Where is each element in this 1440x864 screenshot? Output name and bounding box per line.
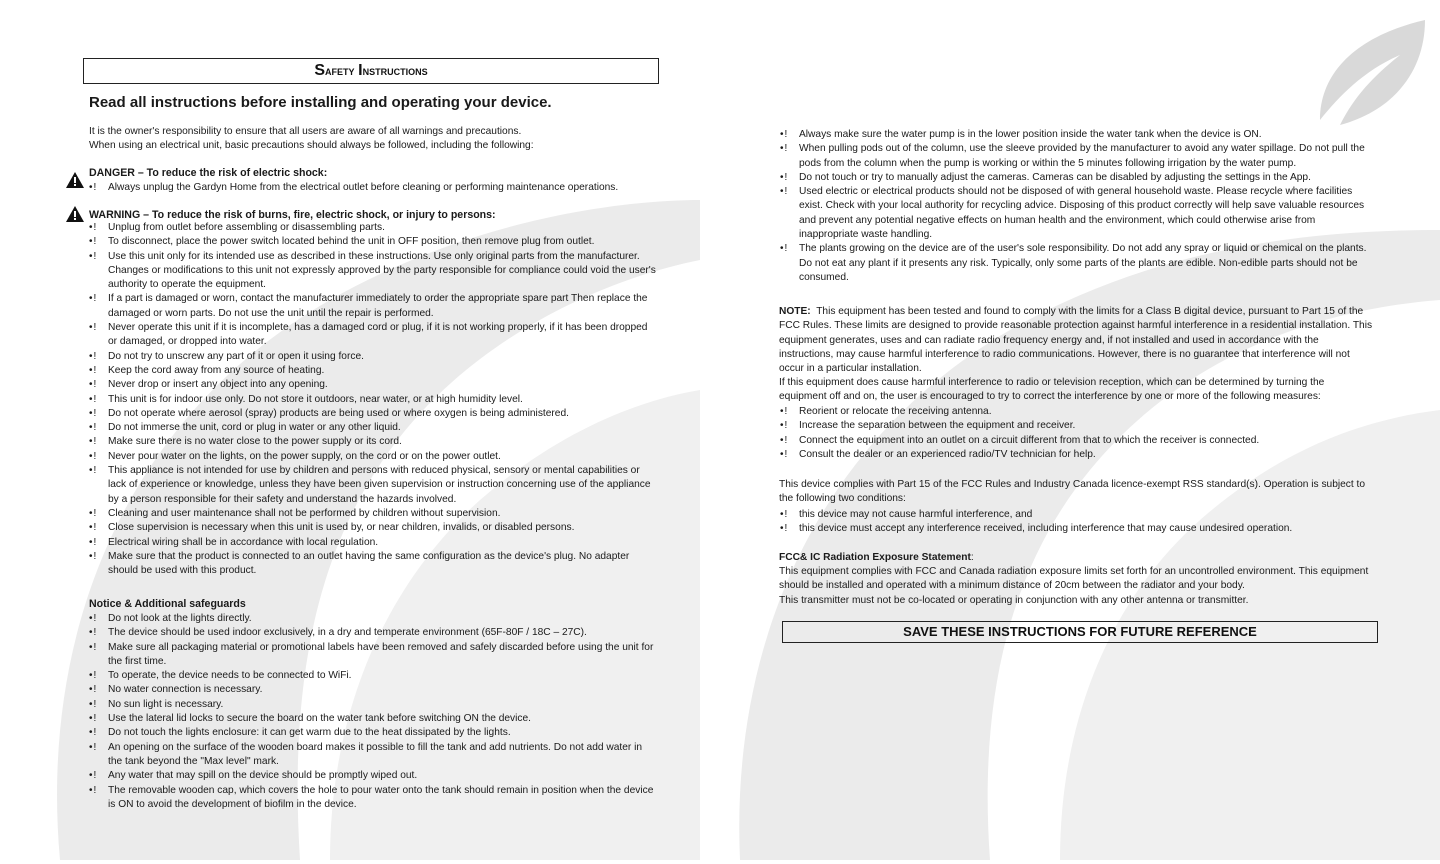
read-all-heading: Read all instructions before installing and operating your device.: [89, 94, 552, 111]
bullet-glyph: •!: [780, 523, 789, 535]
bullet-glyph: •!: [89, 641, 98, 653]
bullet-glyph: •!: [780, 448, 789, 460]
bullet-glyph: •!: [89, 613, 98, 624]
list-item-text: Do not touch the lights enclosure: it can get warm due to the heat dissipated by the lights.: [108, 727, 511, 739]
bullet-glyph: •!: [89, 784, 98, 796]
list-item: [89, 769, 659, 783]
bullet-glyph: •!: [89, 236, 98, 248]
list-item-text: Used electric or electrical products should not be disposed of with general household waste. Please recycle where facilities exist. Check with your local authority for recycling advice. Disposing of this product correctly will help save valuable resources and prevent any potential negative effects on human health and the environment, which could otherwise arise from inappropriate waste handling.: [799, 186, 1365, 241]
list-item: [89, 464, 659, 507]
bullet-glyph: •!: [89, 350, 98, 362]
warning-title: WARNING – To reduce the risk of burns, fire, electric shock, or injury to persons:: [89, 209, 496, 221]
bullet-glyph: •!: [89, 627, 98, 639]
title-letter-s: S: [314, 62, 326, 79]
radiation-title-colon: :: [970, 552, 974, 563]
bullet-glyph: •!: [89, 364, 98, 376]
list-item: [780, 171, 1370, 185]
bullet-glyph: •!: [89, 222, 98, 233]
list-item: [89, 698, 659, 712]
right-page: [720, 0, 1440, 864]
list-item-text: Use the lateral lid locks to secure the board on the water tank before switching ON the device.: [108, 713, 532, 725]
list-item: [89, 235, 659, 249]
list-item: [780, 242, 1370, 285]
list-item: [89, 641, 659, 670]
list-item-text: Never pour water on the lights, on the power supply, on the cord or on the power outlet.: [108, 450, 501, 462]
bullet-glyph: •!: [89, 379, 98, 391]
bullet-glyph: •!: [780, 420, 789, 432]
list-item: [780, 508, 1370, 522]
bullet-glyph: •!: [89, 713, 98, 725]
note-label: NOTE:: [779, 306, 811, 317]
list-item: [89, 393, 659, 407]
save-instructions-box: SAVE THESE INSTRUCTIONS FOR FUTURE REFERENCE: [782, 621, 1378, 643]
list-item: [89, 741, 659, 770]
measures-list: [780, 405, 1370, 462]
note-text: This equipment has been tested and found to comply with the limits for a Class B digital device, pursuant to Part 15 of the FCC Rules. These limits are designed to provide reasonable protection against harmful interference in a residential installation. This equipment generates, uses and can radiate radio frequency energy and, if not installed and used in accordance with the instructions, may cause harmful interference to radio communications. However, there is no guarantee that interference will not occur in a particular installation.: [779, 306, 1373, 375]
list-item: [89, 507, 659, 521]
bullet-glyph: •!: [89, 741, 98, 753]
left-page: [0, 0, 700, 864]
list-item: [89, 669, 659, 683]
radiation-title-text: FCC& IC Radiation Exposure Statement: [779, 552, 971, 563]
list-item-text: This unit is for indoor use only. Do not store it outdoors, near water, or at high humidity level.: [108, 393, 523, 405]
danger-title: DANGER – To reduce the risk of electric shock:: [89, 167, 328, 179]
list-item: [89, 536, 659, 550]
list-item: [89, 550, 659, 579]
list-item: [780, 434, 1370, 448]
bullet-glyph: •!: [89, 727, 98, 739]
list-item: [89, 407, 659, 421]
intro-line-2: When using an electrical unit, basic precautions should always be followed, including the following:: [89, 140, 534, 151]
list-item: [89, 726, 659, 740]
bullet-glyph: •!: [780, 186, 789, 198]
bullet-glyph: •!: [780, 509, 789, 520]
conditions-list: [780, 508, 1370, 537]
list-item-text: this device may not cause harmful interference, and: [799, 509, 1033, 520]
ic-paragraph: This device complies with Part 15 of the FCC Rules and Industry Canada licence-exempt RSS standard(s). Operation is subject to the following two conditions:: [779, 479, 1366, 505]
list-item: [780, 405, 1370, 419]
notice-title: Notice & Additional safeguards: [89, 598, 246, 610]
list-item-text: Increase the separation between the equipment and receiver.: [799, 420, 1076, 432]
bullet-glyph: •!: [89, 465, 98, 477]
list-item: [780, 448, 1370, 462]
list-item-text: The removable wooden cap, which covers the hole to pour water onto the tank should remain in position when the device is ON to avoid the development of biofilm in the device.: [108, 784, 654, 810]
danger-list: [89, 181, 659, 195]
list-item-text: Make sure all packaging material or promotional labels have been removed and safely discarded before using the unit for the first time.: [108, 641, 654, 667]
bullet-glyph: •!: [780, 243, 789, 255]
list-item-text: Make sure that the product is connected to an outlet having the same configuration as the device's plug. No adapter should be used with this product.: [108, 550, 630, 577]
list-item: [89, 421, 659, 435]
list-item: [89, 712, 659, 726]
radiation-text-1: This equipment complies with FCC and Canada radiation exposure limits set forth for an uncontrolled environment. This equipment should be installed and operated with a minimum distance of 20cm between the radiator and your body.: [779, 566, 1369, 592]
notice-list: [89, 612, 659, 812]
list-item-text: Never drop or insert any object into any opening.: [108, 379, 328, 391]
list-item: [89, 292, 659, 321]
bullet-glyph: •!: [89, 698, 98, 710]
bullet-glyph: •!: [89, 250, 98, 262]
bullet-glyph: •!: [780, 129, 789, 140]
fcc-note-paragraph: [779, 305, 1373, 376]
bullet-glyph: •!: [89, 436, 98, 448]
list-item-text: If a part is damaged or worn, contact the manufacturer immediately to order the appropriate spare part Then replace the damaged or worn parts. Do not use the unit until the repair is performed.: [108, 293, 648, 319]
list-item: [780, 522, 1370, 536]
list-item-text: Connect the equipment into an outlet on a circuit different from that to which the receiver is connected.: [799, 434, 1260, 446]
list-item-text: Do not look at the lights directly.: [108, 613, 252, 624]
list-item-text: When pulling pods out of the column, use the sleeve provided by the manufacturer to avoid any water spillage. Do not pull the pods from the column when the pump is working or within the 5 minutes following irrigation by the water pump.: [799, 143, 1365, 169]
bullet-glyph: •!: [89, 770, 98, 782]
list-item-text: Close supervision is necessary when this unit is used by, or near children, invalids, or disabled persons.: [108, 522, 575, 534]
list-item: [89, 626, 659, 640]
list-item-text: Never operate this unit if it is incomplete, has a damaged cord or plug, if it is not working properly, if it has been dropped or damaged, or dropped into water.: [108, 322, 648, 348]
list-item: [780, 419, 1370, 433]
list-item-text: Do not try to unscrew any part of it or open it using force.: [108, 350, 364, 362]
list-item-text: To operate, the device needs to be connected to WiFi.: [108, 670, 352, 682]
list-item: [89, 350, 659, 364]
bullet-glyph: •!: [89, 450, 98, 462]
list-item-text: No sun light is necessary.: [108, 698, 224, 710]
list-item: [89, 521, 659, 535]
radiation-title: [779, 551, 1373, 565]
bullet-glyph: •!: [89, 322, 98, 334]
bullet-glyph: •!: [89, 550, 98, 562]
bullet-glyph: •!: [89, 507, 98, 519]
list-item-text: Cleaning and user maintenance shall not be performed by children without supervision.: [108, 507, 501, 519]
title-letter-i: I: [358, 62, 363, 79]
list-item-text: Always unplug the Gardyn Home from the electrical outlet before cleaning or performing maintenance operations.: [108, 182, 619, 193]
list-item-text: Do not touch or try to manually adjust the cameras. Cameras can be disabled by adjusting the settings in the App.: [799, 171, 1311, 183]
title-part-1: afety: [325, 63, 359, 78]
list-item: [89, 378, 659, 392]
list-item: [89, 612, 659, 626]
bullet-glyph: •!: [780, 143, 789, 155]
list-item-text: Reorient or relocate the receiving antenna.: [799, 406, 992, 417]
warning-triangle-icon: [66, 206, 84, 222]
list-item: [89, 683, 659, 697]
radiation-text-2: This transmitter must not be co-located or operating in conjunction with any other antenna or transmitter.: [779, 595, 1249, 606]
warning-list: [89, 221, 659, 578]
list-item-text: This appliance is not intended for use by children and persons with reduced physical, sensory or mental capabilities or lack of experience or knowledge, unless they have been given supervision or instruction concerning use of the appliance by a person responsible for their safety and understand the hazards involved.: [108, 465, 651, 505]
interference-paragraph: If this equipment does cause harmful interference to radio or television reception, which can be determined by turning the equipment off and on, the user is encouraged to try to correct the interference by one or more of the following measures:: [779, 377, 1325, 403]
bullet-glyph: •!: [89, 407, 98, 419]
list-item-text: Do not operate where aerosol (spray) products are being used or where oxygen is being administered.: [108, 407, 569, 419]
list-item-text: No water connection is necessary.: [108, 684, 263, 696]
title-part-2: nstructions: [362, 63, 428, 78]
bullet-glyph: •!: [89, 422, 98, 434]
list-item-text: this device must accept any interference received, including interference that may cause undesired operation.: [799, 523, 1293, 535]
bullet-glyph: •!: [780, 171, 789, 183]
list-item-text: The plants growing on the device are of the user's sole responsibility. Do not add any spray or liquid or chemical on the plants. Do not eat any plant if it presents any risk. Typically, only some parts of the plants are edible. Non-edible parts should not be consumed.: [799, 243, 1367, 283]
list-item-text: Consult the dealer or an experienced radio/TV technician for help.: [799, 448, 1096, 460]
bullet-glyph: •!: [89, 670, 98, 682]
list-item: [89, 435, 659, 449]
list-item-text: To disconnect, place the power switch located behind the unit in OFF position, then remove plug from outlet.: [108, 236, 595, 248]
list-item-text: Always make sure the water pump is in the lower position inside the water tank when the device is ON.: [799, 129, 1262, 140]
bullet-glyph: •!: [780, 406, 789, 417]
bullet-glyph: •!: [780, 434, 789, 446]
list-item-text: Keep the cord away from any source of heating.: [108, 364, 325, 376]
intro-line-1: It is the owner's responsibility to ensure that all users are aware of all warnings and precautions.: [89, 126, 522, 137]
list-item: [780, 142, 1370, 171]
bullet-glyph: •!: [89, 182, 98, 193]
list-item: [780, 185, 1370, 242]
list-item-text: Do not immerse the unit, cord or plug in water or any other liquid.: [108, 422, 401, 434]
bullet-glyph: •!: [89, 536, 98, 548]
bullet-glyph: •!: [89, 393, 98, 405]
list-item: [89, 250, 659, 293]
list-item-text: Use this unit only for its intended use as described in these instructions. Use only original parts from the manufacturer. Changes or modifications to this unit not expressly approved by the party responsible for compliance could void the user's authority to operate the equipment.: [108, 250, 656, 291]
right-safety-list: [780, 128, 1370, 285]
list-item-text: Make sure there is no water close to the power supply or its cord.: [108, 436, 402, 448]
list-item: [89, 321, 659, 350]
bullet-glyph: •!: [89, 522, 98, 534]
list-item-text: The device should be used indoor exclusively, in a dry and temperate environment (65F-80F / 18C – 27C).: [108, 627, 587, 639]
list-item: [89, 784, 659, 813]
warning-triangle-icon: [66, 172, 84, 188]
list-item: [780, 128, 1370, 142]
list-item-text: Any water that may spill on the device should be promptly wiped out.: [108, 770, 418, 782]
list-item-text: Electrical wiring shall be in accordance with local regulation.: [108, 536, 379, 548]
list-item: [89, 364, 659, 378]
list-item: [89, 221, 659, 235]
bullet-glyph: •!: [89, 684, 98, 696]
list-item-text: Unplug from outlet before assembling or disassembling parts.: [108, 222, 385, 233]
list-item: [89, 181, 659, 195]
list-item-text: An opening on the surface of the wooden board makes it possible to fill the tank and add nutrients. Do not add water in the tank beyond the "Max level" mark.: [108, 741, 643, 767]
safety-title-box: [83, 58, 659, 84]
list-item: [89, 450, 659, 464]
bullet-glyph: •!: [89, 293, 98, 305]
